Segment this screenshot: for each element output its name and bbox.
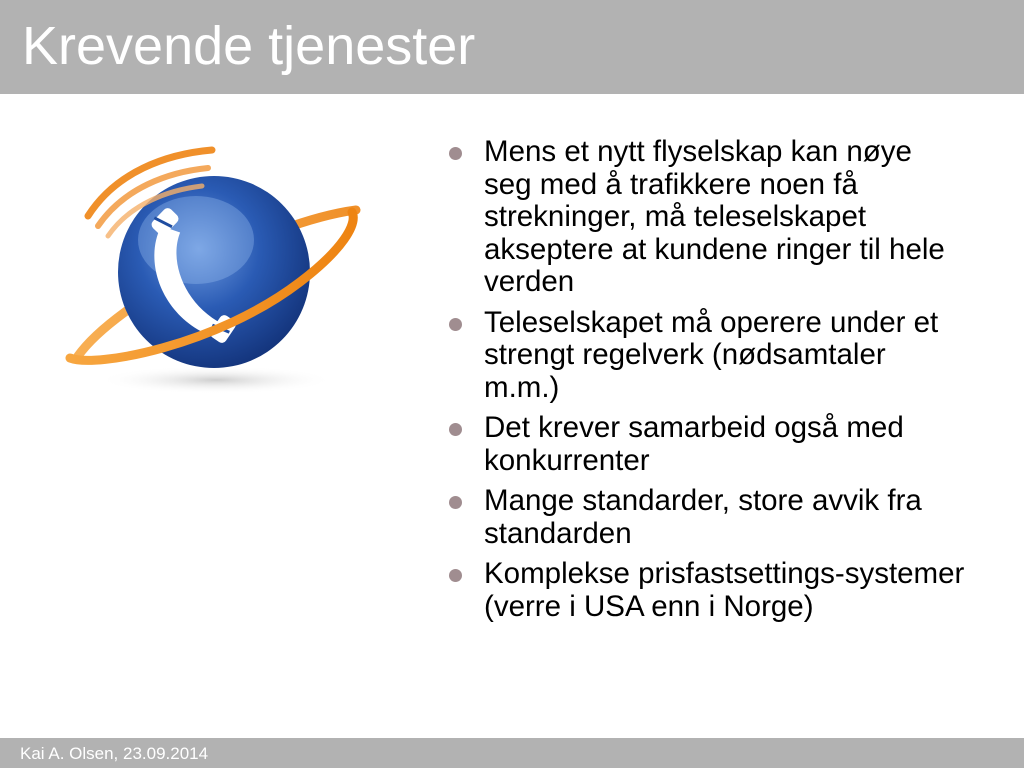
bullet-item	[446, 307, 966, 405]
bullet-item	[446, 412, 966, 477]
bullet-text: Komplekse prisfastsettings-systemer (verre i USA enn i Norge)	[484, 557, 965, 623]
bullet-text: Mange standarder, store avvik fra standarden	[484, 484, 922, 550]
bullet-text: Mens et nytt flyselskap kan nøye seg med å trafikkere noen få strekninger, må teleselskapet akseptere at kundene ringer til hele verden	[484, 135, 945, 298]
bullet-dot-icon	[449, 423, 462, 436]
bullet-dot-icon	[449, 496, 462, 509]
slide-title: Krevende tjenester	[22, 16, 476, 76]
title-bar	[0, 0, 1024, 94]
bullet-text: Det krever samarbeid også med konkurrenter	[484, 411, 904, 477]
bullet-dot-icon	[449, 318, 462, 331]
footer-bar	[0, 738, 1024, 768]
telephone-globe-icon	[56, 132, 366, 402]
bullet-item	[446, 558, 966, 623]
footer-author-date: Kai A. Olsen, 23.09.2014	[20, 744, 209, 763]
bullet-content	[446, 136, 966, 631]
bullet-list	[446, 136, 966, 623]
bullet-text: Teleselskapet må operere under et strengt regelverk (nødsamtaler m.m.)	[484, 305, 939, 404]
bullet-dot-icon	[449, 569, 462, 582]
bullet-dot-icon	[449, 147, 462, 160]
bullet-item	[446, 485, 966, 550]
bullet-item	[446, 136, 966, 299]
